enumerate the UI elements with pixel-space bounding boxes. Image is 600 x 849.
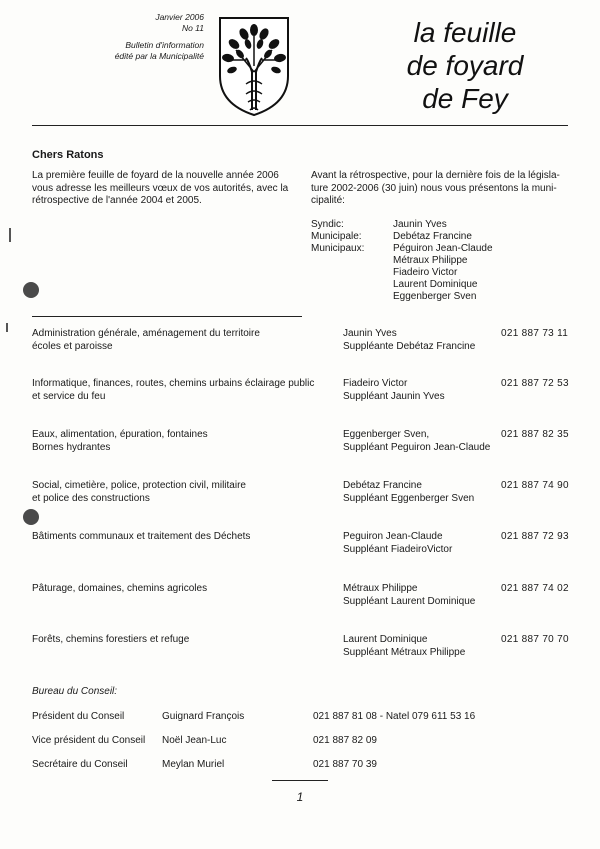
title-line-3: de Fey [422,83,508,114]
departments-divider [32,316,302,317]
bureau-name: Noël Jean-Luc [162,735,227,746]
municipal-name: Fiadeiro Victor [393,267,458,278]
department-substitute: Suppléant Eggenberger Sven [343,492,475,504]
department-line-1: Bâtiments communaux et traitement des Déchets [32,531,251,542]
department-substitute: Suppléant FiadeiroVictor [343,543,453,555]
issue-meta [92,12,204,62]
title-line-1: la feuille [413,17,517,48]
footer-divider [272,780,328,781]
department-row [32,429,577,459]
bureau-phone: 021 887 81 08 - Natel 079 611 53 16 [313,711,476,722]
scan-mark [6,323,8,332]
municipal-name: Eggenberger Sven [393,291,477,302]
bureau-table [32,711,577,781]
department-line-2: et service du feu [32,390,106,402]
department-line-1: Informatique, finances, routes, chemins urbains éclairage public [32,378,315,389]
municipale-label: Municipale: [311,231,362,242]
department-responsible: Peguiron Jean-Claude [343,531,443,542]
municipality-labels [311,219,391,255]
intro-left-line-1: La première feuille de foyard de la nouvelle année 2006 [32,170,279,181]
bureau-phone: 021 887 70 39 [313,759,377,770]
intro-right-line-2: ture 2002-2006 (30 juin) nous vous présentons la muni- [311,182,557,194]
bureau-role: Vice président du Conseil [32,735,146,746]
department-substitute: Suppléant Métraux Philippe [343,646,466,658]
department-row [32,378,577,408]
syndic-label: Syndic: [311,219,344,230]
binder-hole [23,509,39,525]
department-row [32,583,577,613]
bulletin-line-1: Bulletin d'information [125,40,204,50]
bureau-name: Guignard François [162,711,245,722]
header-divider [32,125,568,126]
department-phone: 021 887 73 11 [501,328,569,339]
bulletin-line-2: édité par la Municipalité [114,51,204,61]
department-substitute: Suppléant Jaunin Yves [343,390,445,402]
department-substitute: Suppléante Debétaz Francine [343,340,476,352]
beech-tree-coat-of-arms-icon [216,14,292,118]
binder-hole [23,282,39,298]
department-line-2: écoles et paroisse [32,340,113,352]
department-row [32,480,577,510]
department-line-1: Administration générale, aménagement du territoire [32,328,260,339]
department-row [32,634,577,664]
intro-right-line-1: Avant la rétrospective, pour la dernière fois de la législa- [311,170,560,181]
department-line-2: et police des constructions [32,492,150,504]
department-responsible: Métraux Philippe [343,583,418,594]
department-phone: 021 887 74 02 [501,583,569,594]
bureau-heading: Bureau du Conseil: [32,686,118,697]
department-phone: 021 887 72 53 [501,378,569,389]
intro-left-line-3: rétrospective de l'année 2004 et 2005. [32,195,202,206]
bureau-name: Meylan Muriel [162,759,225,770]
scan-mark [9,228,11,242]
municipal-name: Métraux Philippe [393,255,468,266]
department-responsible: Eggenberger Sven, [343,429,430,440]
department-substitute: Suppléant Peguiron Jean-Claude [343,441,491,453]
department-row [32,328,577,358]
issue-date: Janvier 2006 [155,12,204,22]
department-phone: 021 887 72 93 [501,531,569,542]
department-row [32,531,577,561]
intro-left-paragraph [32,170,304,208]
municipal-name: Laurent Dominique [393,279,478,290]
intro-heading: Chers Ratons [32,149,104,161]
intro-left-line-2: vous adresse les meilleurs vœux de vos autorités, avec la [32,182,289,194]
municipal-name: Péguiron Jean-Claude [393,243,493,254]
department-phone: 021 887 74 90 [501,480,569,491]
intro-right-line-3: cipalité: [311,195,345,206]
department-line-2: Bornes hydrantes [32,441,111,453]
department-line-1: Social, cimetière, police, protection civil, militaire [32,480,246,491]
bureau-role: Secrétaire du Conseil [32,759,128,770]
bureau-role: Président du Conseil [32,711,125,722]
masthead-title [395,16,535,115]
department-responsible: Laurent Dominique [343,634,428,645]
bureau-phone: 021 887 82 09 [313,735,377,746]
department-line-1: Pâturage, domaines, chemins agricoles [32,583,208,594]
department-line-1: Forêts, chemins forestiers et refuge [32,634,190,645]
department-line-1: Eaux, alimentation, épuration, fontaines [32,429,208,440]
department-responsible: Jaunin Yves [343,328,397,339]
department-phone: 021 887 82 35 [501,429,569,440]
municipaux-label: Municipaux: [311,243,365,254]
intro-right-paragraph [311,170,573,208]
syndic-name: Jaunin Yves [393,219,447,230]
department-substitute: Suppléant Laurent Dominique [343,595,476,607]
department-phone: 021 887 70 70 [501,634,569,645]
municipality-names [393,219,573,303]
department-responsible: Fiadeiro Victor [343,378,408,389]
municipale-name: Debétaz Francine [393,231,472,242]
department-responsible: Debétaz Francine [343,480,422,491]
page-number: 1 [296,790,304,804]
title-line-2: de foyard [406,50,524,81]
issue-number: No 11 [181,23,204,33]
